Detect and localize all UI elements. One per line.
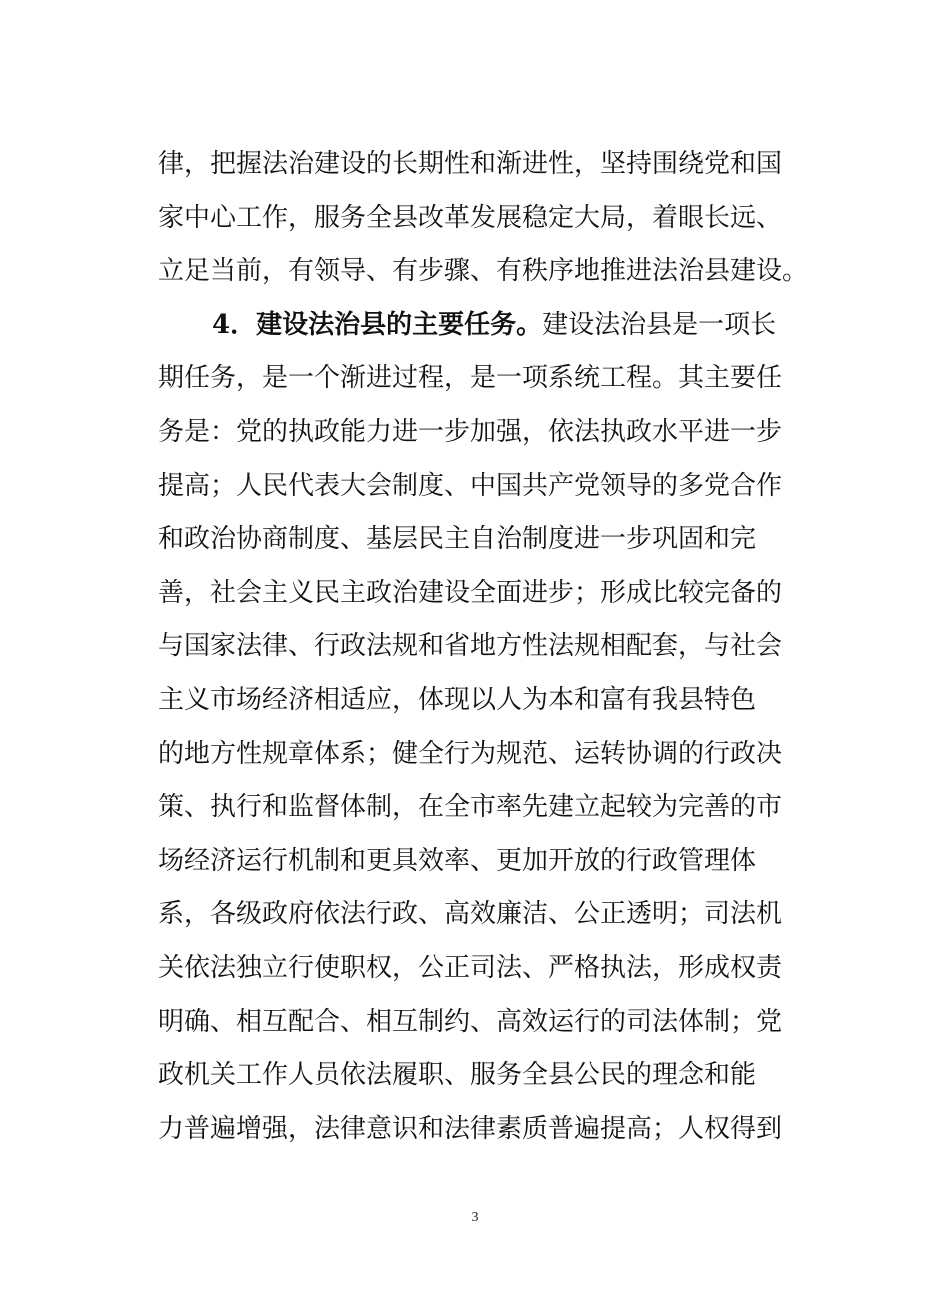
text-line: 明确、相互配合、相互制约、高效运行的司法体制；党	[158, 1006, 783, 1037]
text-line: 策、执行和监督体制，在全市率先建立起较为完善的市	[158, 792, 783, 823]
section-4-heading: 4．建设法治县的主要任务。	[212, 309, 543, 340]
text-line: 主义市场经济相适应，体现以人为本和富有我县特色	[158, 684, 757, 715]
text-line: 力普遍增强，法律意识和法律素质普遍提高；人权得到	[158, 1113, 783, 1144]
text-line: 提高；人民代表大会制度、中国共产党领导的多党合作	[158, 470, 783, 501]
text-line: 立足当前，有领导、有步骤、有秩序地推进法治县建设。	[158, 256, 809, 287]
text-line: 务是：党的执政能力进一步加强，依法执政水平进一步	[158, 416, 783, 447]
text-line: 与国家法律、行政法规和省地方性法规相配套，与社会	[158, 631, 783, 662]
text-line: 系，各级政府依法行政、高效廉洁、公正透明；司法机	[158, 899, 783, 930]
body-text	[158, 138, 809, 1156]
text-segment: 建设法治县是一项长	[542, 309, 777, 340]
text-line: 家中心工作，服务全县改革发展稳定大局，着眼长远、	[158, 202, 783, 233]
text-line: 政机关工作人员依法履职、服务全县公民的理念和能	[158, 1060, 757, 1091]
text-line: 关依法独立行使职权，公正司法、严格执法，形成权责	[158, 952, 783, 983]
text-line: 的地方性规章体系；健全行为规范、运转协调的行政决	[158, 738, 783, 769]
text-line: 场经济运行机制和更具效率、更加开放的行政管理体	[158, 845, 757, 876]
text-line: 律，把握法治建设的长期性和渐进性，坚持围绕党和国	[158, 149, 783, 179]
text-line: 善，社会主义民主政治建设全面进步；形成比较完备的	[158, 577, 783, 608]
page-number: 3	[471, 1210, 479, 1225]
text-line: 期任务，是一个渐进过程，是一项系统工程。其主要任	[158, 363, 783, 394]
text-line: 和政治协商制度、基层民主自治制度进一步巩固和完	[158, 524, 757, 555]
section-4-first-line	[158, 299, 798, 353]
